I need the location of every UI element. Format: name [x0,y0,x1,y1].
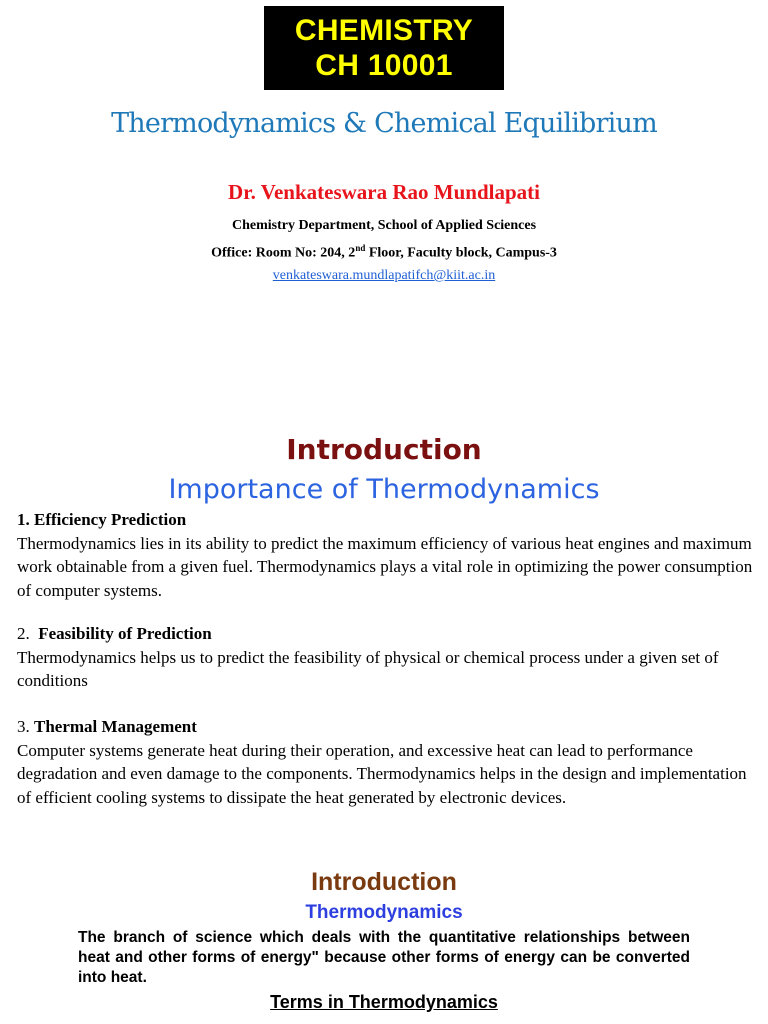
author-name: Dr. Venkateswara Rao Mundlapati [228,180,540,204]
slide-subtitle: Thermodynamics & Chemical Equilibrium [111,108,657,139]
thermodynamics-heading: Thermodynamics [305,902,463,923]
thermodynamics-definition: The branch of science which deals with the quantitative relationships between heat and other forms of energy" because other forms of energy can be converted into heat. [78,929,690,986]
importance-heading: Importance of Thermodynamics [168,474,600,505]
course-code: CH 10001 [315,49,453,82]
section-efficiency [17,508,757,602]
section-body: Thermodynamics helps us to predict the feasibility of physical or chemical process under a given set of conditions [17,647,719,690]
section-feasibility [17,622,757,693]
section-number: 3. [17,717,30,736]
section-body: Computer systems generate heat during their operation, and excessive heat can lead to performance degradation and even damage to the components. Thermodynamics helps in the design and implementation of efficient cooling systems to dissipate the heat generated by electronic devices. [17,740,747,807]
office-line [0,243,768,262]
section-title [17,508,757,532]
office-suffix: Floor, Faculty block, Campus-3 [365,245,557,261]
course-name: CHEMISTRY [294,14,474,47]
intro-heading-2: Introduction [311,868,457,896]
section-title [17,715,757,739]
course-title-box [264,6,504,90]
intro-heading: Introduction [286,433,482,466]
office-prefix: Office: Room No: 204, 2 [211,245,356,261]
section-title [17,622,757,646]
department-line: Chemistry Department, School of Applied Sciences [231,218,537,233]
section-number: 2. [17,624,30,643]
terms-heading: Terms in Thermodynamics [270,992,498,1012]
section-title-text: Efficiency Prediction [34,510,187,529]
email-link[interactable]: venkateswara.mundlapatifch@kiit.ac.in [272,268,496,283]
section-body: Thermodynamics lies in its ability to predict the maximum efficiency of various heat engines and maximum work obtainable from a given fuel. Thermodynamics plays a vital role in optimizing the power consumption of computer systems. [17,533,753,600]
office-ordinal: nd [355,243,366,253]
section-number: 1. [17,510,30,529]
section-title-text: Thermal Management [34,717,197,736]
section-thermal [17,715,757,809]
section-title-text: Feasibility of Prediction [38,624,212,643]
